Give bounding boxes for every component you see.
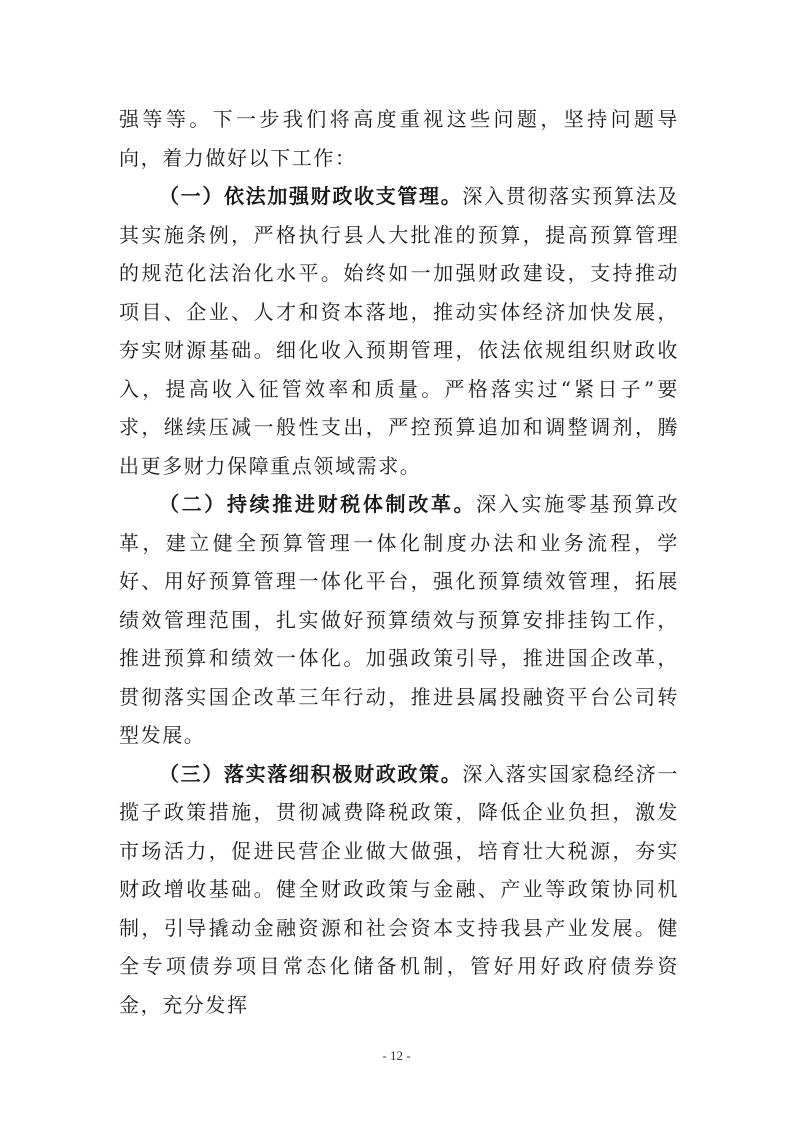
paragraph-section-3 [119, 755, 679, 1025]
paragraph-body: 深入实施零基预算改革，建立健全预算管理一体化制度办法和业务流程，学好、用好预算管理一体化平台，强化预算绩效管理，拓展绩效管理范围，扎实做好预算绩效与预算安排挂钩工作，推进预算和绩效一体化。加强政策引导，推进国企改革，贯彻落实国企改革三年行动，推进县属投融资平台公司转型发展。 [119, 492, 679, 747]
section-heading: （二）持续推进财税体制改革。 [159, 492, 477, 516]
body-text [119, 100, 679, 1024]
paragraph-section-2 [119, 485, 679, 755]
paragraph-body: 深入落实国家稳经济一揽子政策措施，贯彻减费降税政策，降低企业负担，激发市场活力，促进民营企业做大做强，培育壮大税源，夯实财政增收基础。健全财政政策与金融、产业等政策协同机制，引导撬动金融资源和社会资本支持我县产业发展。健全专项债券项目常态化储备机制，管好用好政府债券资金，充分发挥 [119, 761, 679, 1017]
section-heading: （三）落实落细积极财政政策。 [159, 761, 463, 786]
section-heading: （一）依法加强财政收支管理。 [159, 184, 463, 208]
paragraph-body: 强等等。下一步我们将高度重视这些问题，坚持问题导向，着力做好以下工作： [119, 107, 679, 170]
page-number: - 12 - [382, 1048, 411, 1063]
paragraph-section-1 [119, 177, 679, 485]
paragraph-body: 深入贯彻落实预算法及其实施条例，严格执行县人大批准的预算，提高预算管理的规范化法治化水平。始终如一加强财政建设，支持推动项目、企业、人才和资本落地，推动实体经济加快发展，夯实财源基础。细化收入预期管理，依法依规组织财政收入，提高收入征管效率和质量。严格落实过“紧日子”要求，继续压减一般性支出，严控预算追加和调整调剂，腾出更多财力保障重点领域需求。 [119, 184, 679, 478]
paragraph-continuation [119, 100, 679, 177]
